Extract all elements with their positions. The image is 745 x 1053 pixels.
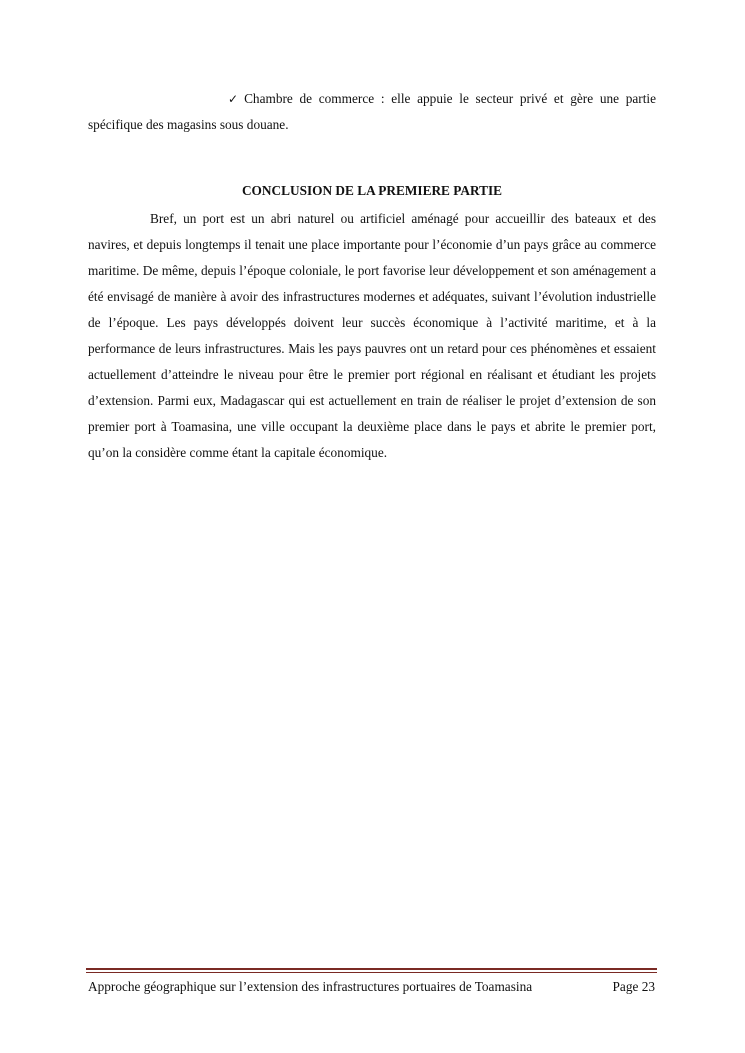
footer-title: Approche géographique sur l’extension des infrastructures portuaires de Toamasina xyxy=(88,979,533,994)
conclusion-paragraph: Bref, un port est un abri naturel ou artificiel aménagé pour accueillir des bateaux et des navires, et depuis longtemps il tenait une place importante pour l’économie d’un pays grâce au commerce maritime. De même, depuis l’époque coloniale, le port favorise leur développement et son aménagement a été envisagé de manière à avoir des infrastructures modernes et adéquates, suivant l’évolution industrielle de l’époque. Les pays développés doivent leur succès économique à l’activité maritime, et à la performance de leurs infrastructures. Mais les pays pauvres ont un retard pour ces phénomènes et essaient actuellement d’atteindre le niveau pour être le premier port régional en réalisant et étudiant les projets d’extension. Parmi eux, Madagascar qui est actuellement en train de réaliser le projet d’extension de son premier port à Toamasina, une ville occupant la deuxième place dans le pays et abrite le premier port, qu’on la considère comme étant la capitale économique. xyxy=(88,211,656,460)
footer-rule-thick xyxy=(86,968,657,970)
page-number: Page 23 xyxy=(612,979,655,994)
page-footer xyxy=(86,968,657,997)
bullet-text: Chambre de commerce : elle appuie le secteur privé et gère une partie spécifique des magasins sous douane. xyxy=(88,91,656,132)
bullet-item xyxy=(88,86,656,138)
section-heading: CONCLUSION DE LA PREMIERE PARTIE xyxy=(241,183,503,198)
footer-rule-thin xyxy=(86,972,657,973)
checkmark-icon: ✓ xyxy=(228,92,239,106)
page-content xyxy=(88,86,656,466)
footer-row xyxy=(86,977,657,997)
